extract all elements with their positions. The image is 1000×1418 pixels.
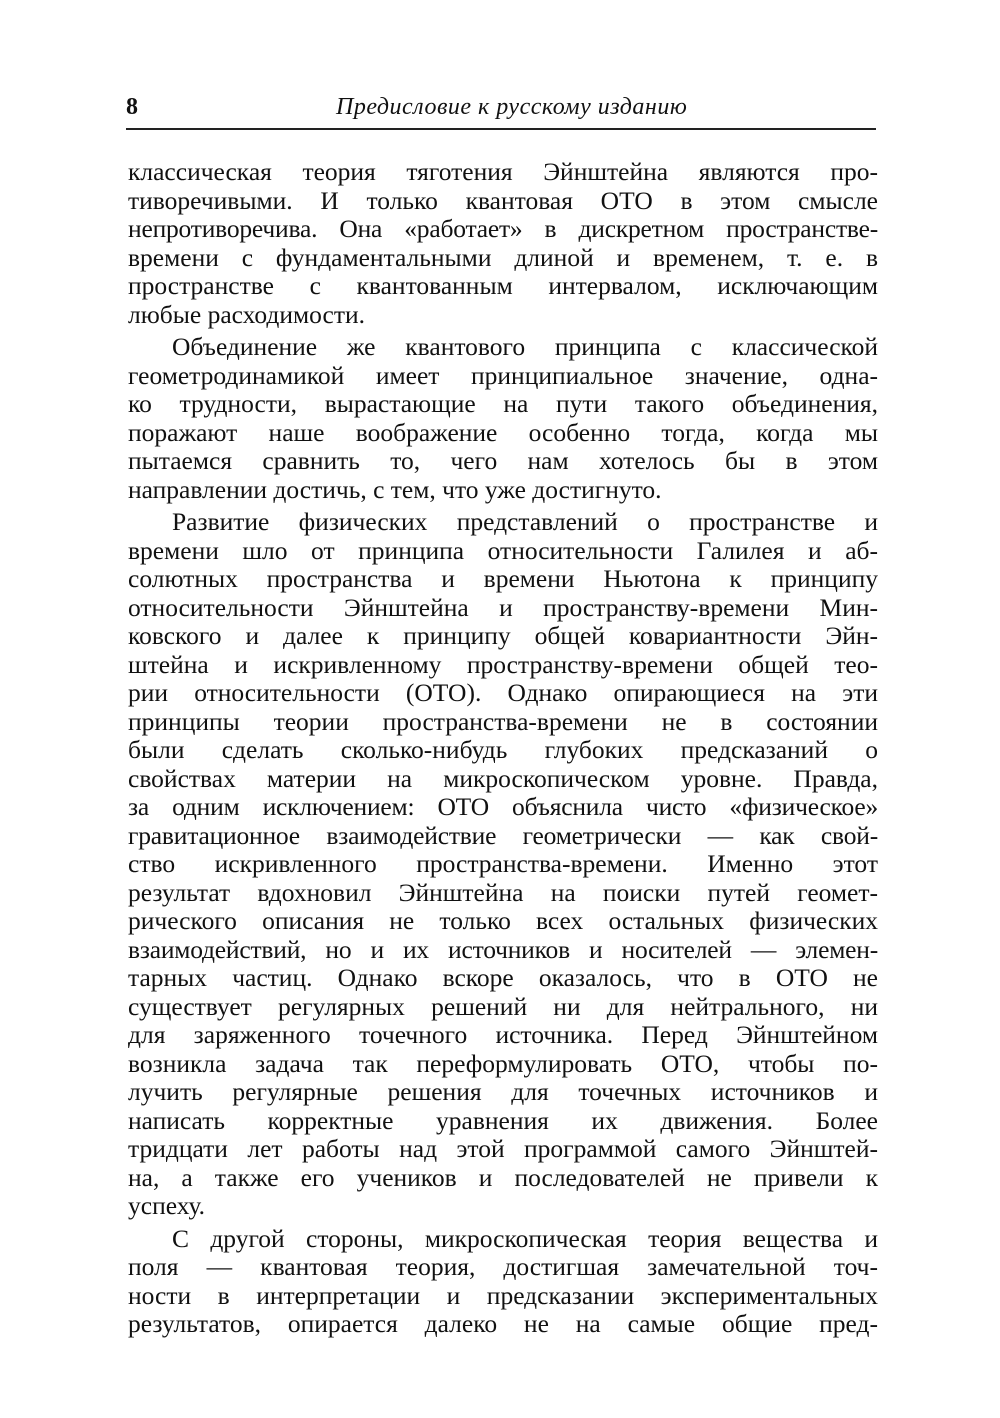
page-number: 8 xyxy=(126,94,138,120)
text-line: были сделать сколько-нибудь глубоких предсказаний о xyxy=(128,735,878,764)
text-line: для заряженного точечного источника. Перед Эйнштейном xyxy=(128,1020,878,1049)
text-line: поля — квантовая теория, достигшая замечательной точ- xyxy=(128,1252,878,1281)
text-line: успеху. xyxy=(128,1191,206,1220)
text-line: тиворечивыми. И только квантовая ОТО в этом смысле xyxy=(128,185,878,215)
text-line: ковского и далее к принципу общей ковариантности Эйн- xyxy=(128,621,878,650)
paragraph-2 xyxy=(128,333,878,504)
text-line: тарных частиц. Однако вскоре оказалось, что в ОТО не xyxy=(128,963,878,992)
text-line: классическая теория тяготения Эйнштейна являются про- xyxy=(128,157,878,186)
paragraph-1 xyxy=(128,158,878,329)
text-line: принципы теории пространства-времени не в состоянии xyxy=(128,706,878,736)
text-line: рии относительности (ОТО). Однако опирающиеся на эти xyxy=(128,678,878,707)
text-line: взаимодействий, но и их источников и носителей — элемен- xyxy=(128,934,878,964)
text-line: ности в интерпретации и предсказании экспериментальных xyxy=(128,1280,878,1310)
text-line: направлении достичь, с тем, что уже достигнуто. xyxy=(128,474,662,504)
text-line: свойствах материи на микроскопическом уровне. Правда, xyxy=(128,763,878,793)
text-line: лучить регулярные решения для точечных источников и xyxy=(128,1077,878,1106)
text-line: рического описания не только всех остальных физических xyxy=(128,906,878,935)
text-line: геометродинамикой имеет принципиальное значение, одна- xyxy=(128,360,878,390)
text-line: за одним исключением: ОТО объяснила чисто «физическое» xyxy=(128,792,878,821)
text-line: С другой стороны, микроскопическая теория вещества и xyxy=(172,1223,878,1253)
text-line: существует регулярных решений ни для нейтрального, ни xyxy=(128,991,878,1021)
text-line: штейна и искривленному пространству-времени общей тео- xyxy=(128,649,878,679)
paragraph-4 xyxy=(128,1225,878,1339)
text-line: времени с фундаментальными длиной и временем, т. е. в xyxy=(128,242,878,272)
text-line: пространстве с квантованным интервалом, исключающим xyxy=(128,271,878,300)
text-line: результатов, опирается далеко не на самые общие пред- xyxy=(128,1309,878,1338)
text-line: на, а также его учеников и последователей не привели к xyxy=(128,1162,878,1192)
text-line: ко трудности, вырастающие на пути такого объединения, xyxy=(128,389,878,418)
paragraph-3 xyxy=(128,508,878,1221)
running-head xyxy=(126,92,876,128)
text-line: относительности Эйнштейна и пространству-времени Мин- xyxy=(128,592,878,622)
text-line: Развитие физических представлений о пространстве и xyxy=(172,507,878,536)
text-line: возникла задача так переформулировать ОТО, чтобы по- xyxy=(128,1048,878,1078)
text-line: любые расходимости. xyxy=(128,299,366,329)
text-line: солютных пространства и времени Ньютона к принципу xyxy=(128,564,878,593)
text-line: ство искривленного пространства-времени. Именно этот xyxy=(128,849,878,878)
text-line: тридцати лет работы над этой программой самого Эйнштей- xyxy=(128,1134,878,1163)
text-line: написать корректные уравнения их движения. Более xyxy=(128,1105,878,1135)
text-line: результат вдохновил Эйнштейна на поиски путей геомет- xyxy=(128,877,878,907)
header-rule xyxy=(126,128,876,130)
body-text xyxy=(128,158,878,1343)
text-line: непротиворечива. Она «работает» в дискретном пространстве- xyxy=(128,214,878,243)
text-line: времени шло от принципа относительности Галилея и аб- xyxy=(128,535,878,565)
text-line: поражают наше воображение особенно тогда, когда мы xyxy=(128,417,878,447)
text-line: Объединение же квантового принципа с классической xyxy=(172,332,878,361)
text-line: пытаемся сравнить то, чего нам хотелось бы в этом xyxy=(128,446,878,475)
running-title: Предисловие к русскому изданию xyxy=(336,94,688,120)
text-line: гравитационное взаимодействие геометрически — как свой- xyxy=(128,820,878,850)
